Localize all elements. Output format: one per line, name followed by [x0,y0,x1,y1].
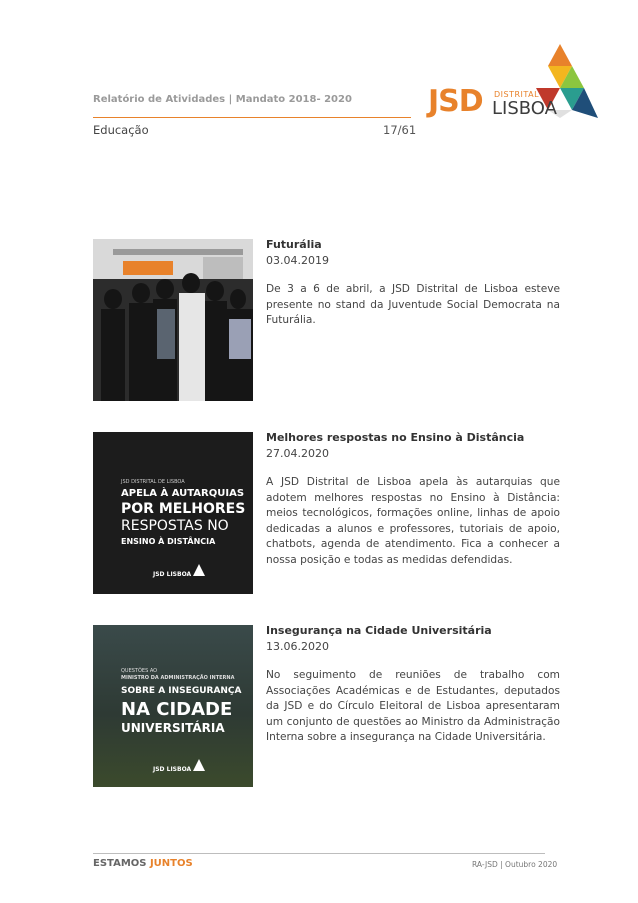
footer-slogan-a: ESTAMOS [93,858,150,869]
promo-line: RESPOSTAS NO [121,518,229,534]
promo-line: POR MELHORES [121,501,246,517]
futuralia-photo [93,239,253,401]
footer-slogan [93,858,193,869]
entry-title: Futurália [266,238,322,251]
ensino-distancia-promo [93,432,253,594]
report-title: Relatório de Atividades | Mandato 2018- 2020 [93,94,352,105]
entry-body: De 3 a 6 de abril, a JSD Distrital de Lisboa esteve presente no stand da Juventude Social Democrata na Futurália. [266,283,560,327]
logo-jsd-text: JSD [428,84,483,119]
promo-small-text: JSD DISTRITAL DE LISBOA [121,479,185,485]
entry-date: 27.04.2020 [266,447,329,460]
entry-title: Melhores respostas no Ensino à Distância [266,431,525,444]
promo-line: APELA À AUTARQUIAS [121,488,245,499]
promo-logo-text: JSD LISBOA [153,571,192,578]
jsd-lisboa-logo [428,42,603,122]
promo-small-text: QUESTÕES AO [121,668,158,674]
entry-body: A JSD Distrital de Lisboa apela às autarquias que adotem melhores respostas no Ensino à Distância: meios tecnológicos, formações online, linhas de apoio dedicadas a alunos e professores, tutoriais de apoio, chatbots, agenda de atendimento. Fica a conhecer a nossa posição e todas as medidas defendidas. [266,476,560,566]
header-divider [93,117,411,118]
promo-line: UNIVERSITÁRIA [121,721,225,735]
promo-logo-text: JSD LISBOA [153,766,192,773]
entry-body: No seguimento de reuniões de trabalho com Associações Académicas e de Estudantes, deputados da JSD e do Círculo Eleitoral de Lisboa apresentaram um conjunto de questões ao Ministro da Administração Interna sobre a insegurança na Cidade Universitária. [266,669,560,744]
section-title: Educação [93,123,149,137]
promo-logo-icon [193,759,205,771]
promo-line: ENSINO À DISTÂNCIA [121,537,216,546]
promo-small-text: MINISTRO DA ADMINISTRAÇÃO INTERNA [121,675,235,681]
logo-distrital-text: DISTRITAL [494,90,540,99]
footer-divider [93,853,545,854]
promo-line: NA CIDADE [121,699,233,720]
inseguranca-promo [93,625,253,787]
entry-date: 13.06.2020 [266,640,329,653]
entry-date: 03.04.2019 [266,254,329,267]
footer-slogan-b: JUNTOS [149,858,193,869]
group-photo-image [93,239,253,401]
promo-line: SOBRE A INSEGURANÇA [121,686,242,696]
footer-report-date: RA-JSD | Outubro 2020 [472,860,558,869]
entry-title: Insegurança na Cidade Universitária [266,624,492,637]
logo-lisboa-text: LISBOA [492,98,557,119]
page-number: 17/61 [383,123,417,137]
promo-logo-icon [193,564,205,576]
